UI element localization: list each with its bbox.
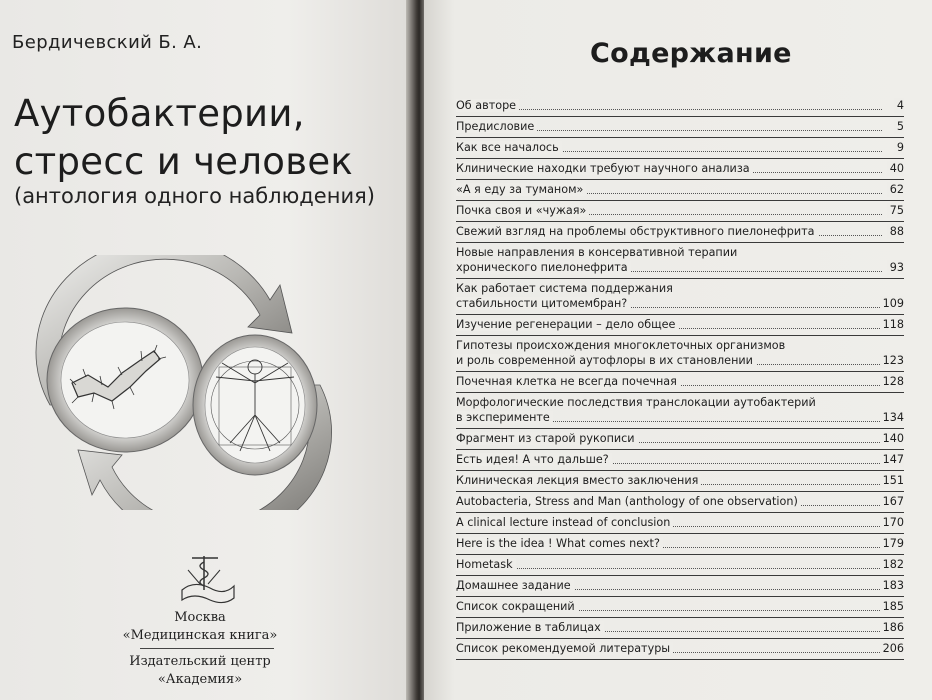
toc-page-number: 147 — [880, 452, 904, 467]
toc-entry-title: Изучение регенерации – дело общее — [456, 318, 678, 331]
toc-entry-title: Почечная клетка не всегда почечная — [456, 375, 680, 388]
toc-entry-title: Об авторе — [456, 99, 519, 112]
toc-entry — [456, 395, 904, 425]
toc-separator — [456, 137, 904, 138]
toc-entry — [456, 620, 904, 635]
toc-page-number: 151 — [880, 473, 904, 488]
author-name: Бердичевский Б. А. — [12, 32, 203, 53]
toc-entry-title: Есть идея! А что дальше? — [456, 453, 612, 466]
toc-separator — [456, 200, 904, 201]
toc-entry — [456, 557, 904, 572]
publisher-name-2: «Академия» — [157, 672, 243, 687]
toc-entry-title: Фрагмент из старой рукописи — [456, 432, 638, 445]
toc-page-number: 206 — [880, 641, 904, 656]
toc-page-number: 4 — [894, 98, 904, 113]
toc-entry-title: Как работает система поддержания — [456, 282, 673, 295]
toc-entry-title: и роль современной аутофлоры в их становлении — [456, 354, 756, 367]
toc-page-number: 109 — [880, 296, 904, 311]
toc-separator — [456, 392, 904, 393]
book-title-line-2: стресс и человек — [14, 140, 354, 183]
publisher-city: Москва — [174, 610, 226, 625]
toc-entry-title: «А я еду за туманом» — [456, 183, 586, 196]
toc-page-number: 5 — [894, 119, 904, 134]
toc-entry-title: Список рекомендуемой литературы — [456, 642, 673, 655]
toc-entry — [456, 98, 904, 113]
toc-separator — [456, 158, 904, 159]
toc-page-number: 40 — [887, 161, 904, 176]
toc-entry — [456, 536, 904, 551]
toc-entry-title: Autobacteria, Stress and Man (anthology of one observation) — [456, 495, 801, 508]
toc-entry-title: Клиническая лекция вместо заключения — [456, 474, 701, 487]
toc-entry — [456, 161, 904, 176]
toc-separator — [456, 659, 904, 660]
toc-entry — [456, 473, 904, 488]
toc-heading: Содержание — [590, 38, 792, 69]
toc-entry — [456, 578, 904, 593]
toc-entry-title: Hometask — [456, 558, 516, 571]
toc-entry — [456, 599, 904, 614]
toc-entry-title: Приложение в таблицах — [456, 621, 604, 634]
toc-entry-title: Как все началось — [456, 141, 562, 154]
toc-entry-title: стабильности цитомембран? — [456, 297, 630, 310]
publisher-divider — [140, 648, 274, 649]
toc-entry — [456, 515, 904, 530]
toc-entry — [456, 182, 904, 197]
toc-page-number: 75 — [887, 203, 904, 218]
publisher-center: Издательский центр — [129, 654, 271, 669]
toc-entry — [456, 140, 904, 155]
toc-page-number: 167 — [880, 494, 904, 509]
toc-separator — [456, 221, 904, 222]
toc-page-number: 62 — [887, 182, 904, 197]
toc-page-number: 93 — [887, 260, 904, 275]
book-title-line-1: Аутобактерии, — [14, 92, 305, 135]
toc-entry — [456, 281, 904, 311]
toc-page-number: 182 — [880, 557, 904, 572]
toc-separator — [456, 179, 904, 180]
toc-separator — [456, 335, 904, 336]
toc-page-number: 123 — [880, 353, 904, 368]
toc-entry — [456, 452, 904, 467]
toc-entry-title: Клинические находки требуют научного анализа — [456, 162, 753, 175]
toc-entry-title: в эксперименте — [456, 411, 553, 424]
toc-separator — [456, 314, 904, 315]
toc-page-number: 134 — [880, 410, 904, 425]
toc-page-number: 118 — [880, 317, 904, 332]
toc-separator — [456, 512, 904, 513]
toc-separator — [456, 449, 904, 450]
toc-entry-title: Гипотезы происхождения многоклеточных организмов — [456, 339, 786, 352]
toc-entry — [456, 431, 904, 446]
toc-entry-title: Почка своя и «чужая» — [456, 204, 589, 217]
toc-page-number: 186 — [880, 620, 904, 635]
toc-page-number: 9 — [894, 140, 904, 155]
toc-page-number: 185 — [880, 599, 904, 614]
toc-separator — [456, 617, 904, 618]
toc-entry-title: Морфологические последствия транслокации аутобактерий — [456, 396, 816, 409]
toc-separator — [456, 428, 904, 429]
publisher-name: «Медицинская книга» — [122, 628, 278, 643]
book-subtitle: (антология одного наблюдения) — [14, 184, 375, 208]
left-page — [0, 0, 412, 700]
toc-separator — [456, 533, 904, 534]
toc-entry-title: Новые направления в консервативной терапии — [456, 246, 738, 259]
toc-entry — [456, 641, 904, 656]
toc-entry — [456, 338, 904, 368]
toc-entry — [456, 224, 904, 239]
toc-entry — [456, 317, 904, 332]
cover-illustration — [30, 255, 340, 510]
toc-entry-title: Домашнее задание — [456, 579, 574, 592]
toc-page-number: 128 — [880, 374, 904, 389]
toc-entry-title: A clinical lecture instead of conclusion — [456, 516, 673, 529]
toc-entry — [456, 494, 904, 509]
toc-entry-title: Here is the idea ! What comes next? — [456, 537, 663, 550]
toc-separator — [456, 371, 904, 372]
toc-separator — [456, 554, 904, 555]
toc-entry-title: Предисловие — [456, 120, 537, 133]
toc-entry-title: хронического пиелонефрита — [456, 261, 631, 274]
toc-entry — [456, 119, 904, 134]
toc-separator — [456, 278, 904, 279]
toc-entry — [456, 245, 904, 275]
publisher-logo — [174, 550, 240, 606]
toc-separator — [456, 638, 904, 639]
toc-page-number: 183 — [880, 578, 904, 593]
toc-entry-title: Свежий взгляд на проблемы обструктивного пиелонефрита — [456, 225, 818, 238]
toc-separator — [456, 470, 904, 471]
toc-separator — [456, 596, 904, 597]
toc-page-number: 140 — [880, 431, 904, 446]
toc-separator — [456, 116, 904, 117]
toc-page-number: 170 — [880, 515, 904, 530]
toc-separator — [456, 491, 904, 492]
toc-page-number: 179 — [880, 536, 904, 551]
toc-separator — [456, 242, 904, 243]
toc-entry — [456, 203, 904, 218]
toc-separator — [456, 575, 904, 576]
toc-page-number: 88 — [887, 224, 904, 239]
toc-entry — [456, 374, 904, 389]
toc-entry-title: Список сокращений — [456, 600, 578, 613]
